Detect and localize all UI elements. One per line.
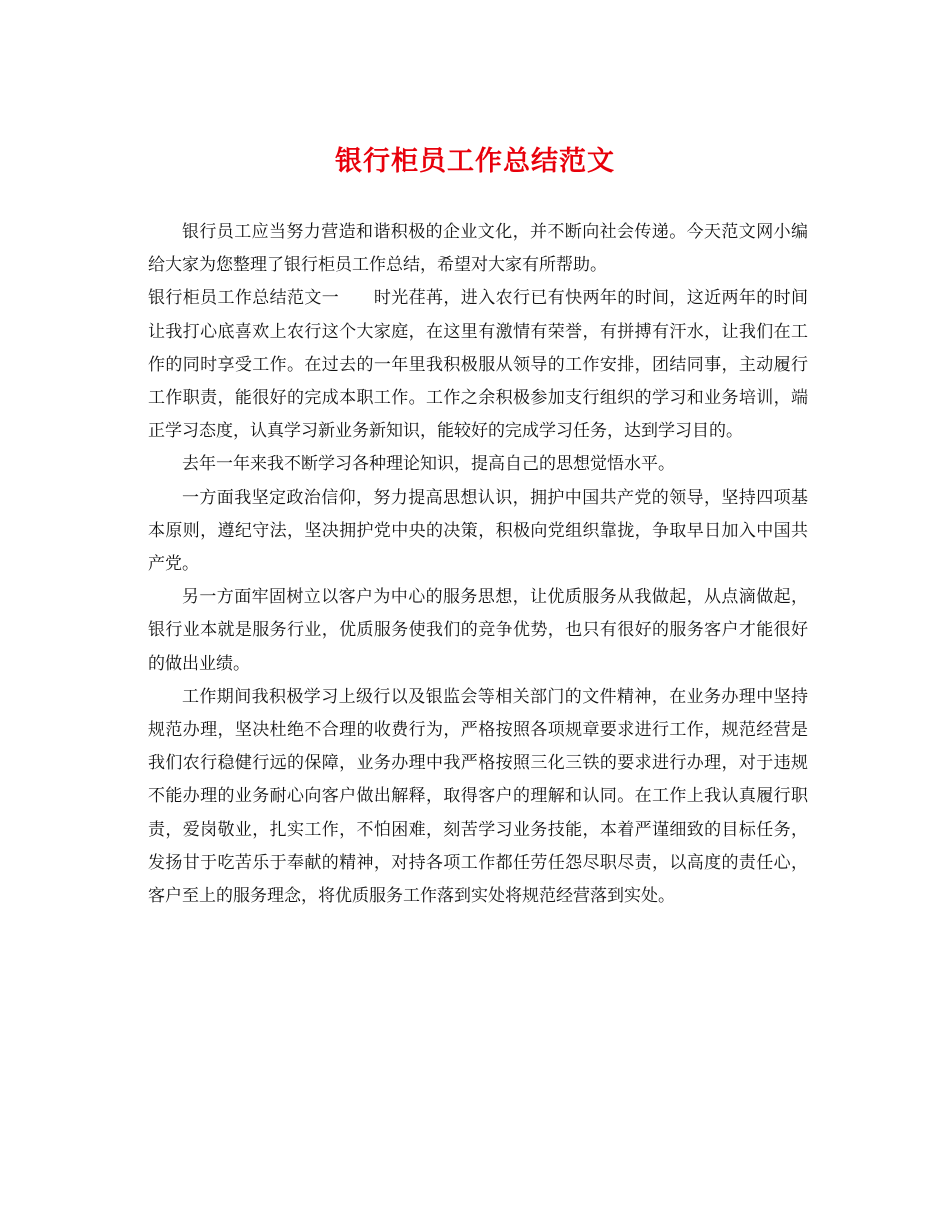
paragraph-study-theory: 去年一年来我不断学习各种理论知识，提高自己的思想觉悟水平。 bbox=[182, 454, 675, 475]
paragraph-section-one: 银行柜员工作总结范文一 时光荏苒，进入农行已有快两年的时间，这近两年的时间让我打心底喜欢上农行这个大家庭，在这里有激情有荣誉，有拼搏有汗水，让我们在工作的同时享受工作。在过去的一年里我积极服从领导的工作安排，团结同事，主动履行工作职责，能很好的完成本职工作。工作之余积极参加支行组织的学习和业务培训，端正学习态度，认真学习新业务新知识，能较好的完成学习任务，达到学习目的。 bbox=[148, 288, 808, 442]
document-title: 银行柜员工作总结范文 bbox=[335, 146, 615, 177]
paragraph-intro: 银行员工应当努力营造和谐积极的企业文化，并不断向社会传递。今天范文网小编给大家为您整理了银行柜员工作总结，希望对大家有所帮助。 bbox=[148, 222, 808, 276]
paragraph-customer-service: 另一方面牢固树立以客户为中心的服务思想，让优质服务从我做起，从点滴做起，银行业本就是服务行业，优质服务使我们的竞争优势，也只有很好的服务客户才能很好的做出业绩。 bbox=[148, 587, 808, 674]
paragraph-work-standards: 工作期间我积极学习上级行以及银监会等相关部门的文件精神，在业务办理中坚持规范办理，坚决杜绝不合理的收费行为，严格按照各项规章要求进行工作，规范经营是我们农行稳健行远的保障，业务办理中我严格按照三化三铁的要求进行办理，对于违规不能办理的业务耐心向客户做出解释，取得客户的理解和认同。在工作上我认真履行职责，爱岗敬业，扎实工作，不怕困难，刻苦学习业务技能，本着严谨细致的目标任务，发扬甘于吃苦乐于奉献的精神，对持各项工作都任劳任怨尽职尽责，以高度的责任心，客户至上的服务理念，将优质服务工作落到实处将规范经营落到实处。 bbox=[148, 686, 808, 907]
paragraph-political-belief: 一方面我坚定政治信仰，努力提高思想认识，拥护中国共产党的领导，坚持四项基本原则，遵纪守法，坚决拥护党中央的决策，积极向党组织靠拢，争取早日加入中国共产党。 bbox=[148, 487, 808, 575]
document-body bbox=[148, 216, 808, 913]
